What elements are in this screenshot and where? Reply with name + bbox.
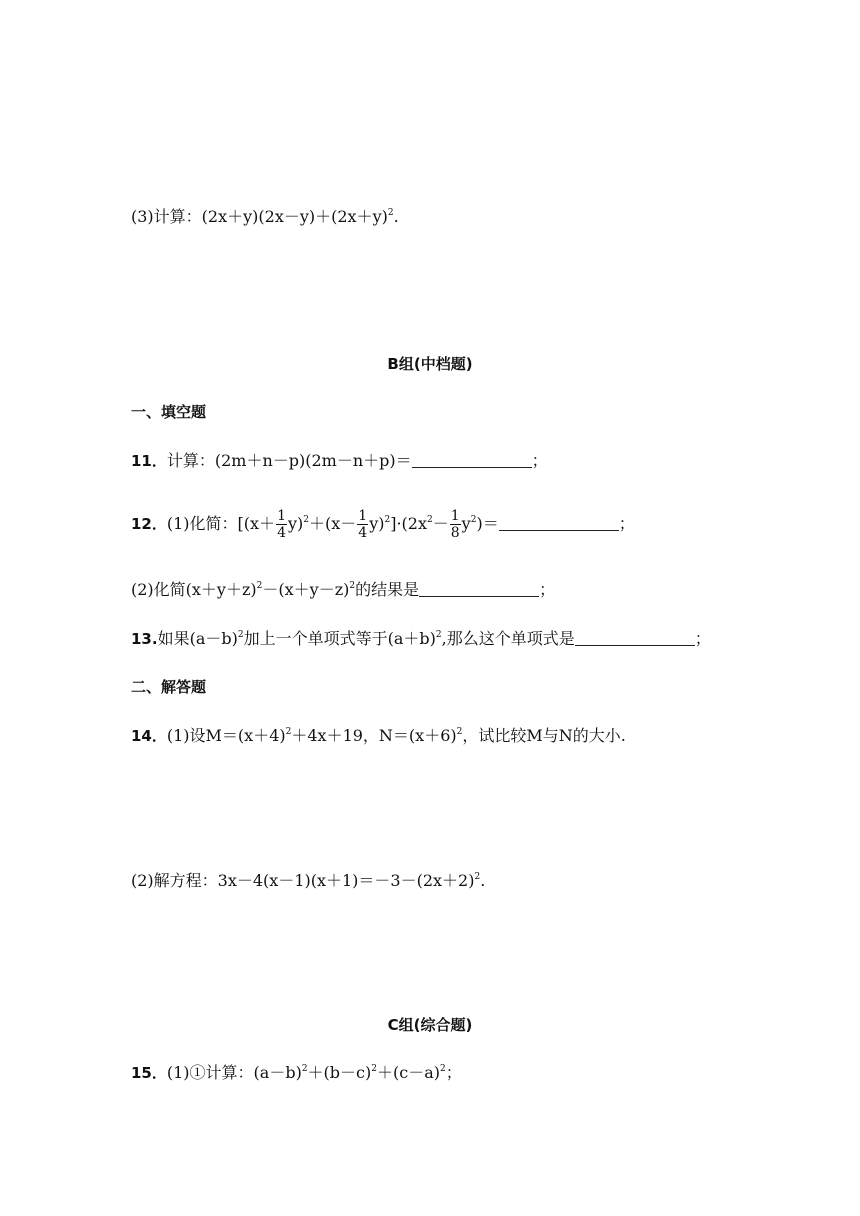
fraction-one-eighth — [450, 508, 461, 541]
question-number: 11． — [131, 452, 167, 470]
q12-seg: ＋(x－ — [309, 514, 357, 533]
answer-blank[interactable] — [575, 631, 695, 646]
question-number: 14． — [131, 727, 167, 745]
question-11 — [131, 451, 548, 471]
answer-blank[interactable] — [499, 516, 619, 531]
question-15 — [131, 1063, 462, 1083]
exponent: 2 — [427, 515, 433, 525]
q12-seg: － — [432, 514, 449, 533]
group-c-heading: C组(综合题) — [387, 1016, 473, 1034]
q15-end: ； — [445, 1063, 462, 1082]
q12-seg: y) — [369, 514, 385, 533]
q12-seg: y) — [287, 514, 304, 533]
q12-seg: y — [461, 514, 471, 533]
fraction-denominator: 8 — [450, 525, 460, 541]
answer-blank[interactable] — [412, 453, 532, 468]
question-14-part-1 — [131, 726, 626, 746]
question-number: 13. — [131, 630, 158, 648]
q14-part2-text: (2)解方程：3x－4(x－1)(x＋1)＝－3－(2x＋2) — [131, 871, 475, 890]
q14-part1-seg: ，试比较M与N的大小. — [462, 726, 626, 745]
q13-end: ； — [694, 629, 711, 648]
group-b-heading: B组(中档题) — [387, 355, 473, 373]
q14-part1-seg: (1)设M＝(x＋4) — [166, 726, 286, 745]
q11-end: ； — [531, 451, 548, 470]
question-3-calc — [131, 207, 399, 227]
q14-part2-end: . — [480, 871, 486, 890]
q13-seg: 如果(a－b) — [157, 629, 238, 648]
exponent: 2 — [470, 515, 477, 525]
q3-end: . — [393, 207, 399, 226]
q13-seg: 加上一个单项式等于(a＋b) — [243, 629, 436, 648]
exponent: 2 — [371, 1064, 377, 1074]
fraction-one-quarter — [276, 508, 287, 541]
exponent: 2 — [237, 630, 244, 640]
fraction-denominator: 4 — [277, 525, 286, 541]
question-number: 15． — [131, 1064, 167, 1082]
q15-seg: (1)①计算：(a－b) — [166, 1063, 302, 1082]
question-12-part-2 — [131, 580, 555, 600]
q12-part1-text: (1)化简：[(x＋ — [166, 514, 276, 533]
q12-part2-seg: －(x＋y－z) — [262, 580, 350, 599]
q15-seg: ＋(c－a) — [376, 1063, 440, 1082]
fraction-numerator: 1 — [358, 508, 368, 524]
exponent: 2 — [256, 581, 263, 591]
q15-seg: ＋(b－c) — [307, 1063, 372, 1082]
question-14-part-2 — [131, 871, 485, 891]
exponent: 2 — [349, 581, 356, 591]
q12-seg: )＝ — [476, 514, 499, 533]
fraction-numerator: 1 — [277, 508, 286, 524]
question-number: 12． — [131, 515, 167, 533]
q13-seg: ,那么这个单项式是 — [441, 629, 575, 648]
section-fill-in-heading: 一、填空题 — [131, 403, 207, 421]
exponent: 2 — [301, 1064, 308, 1074]
q12-part2-end: ； — [539, 580, 556, 599]
question-12-part-1 — [131, 508, 635, 541]
q12-part2-seg: (2)化简(x＋y＋z) — [131, 580, 257, 599]
q12-part2-seg: 的结果是 — [355, 580, 420, 599]
q12-seg: ]·(2x — [390, 514, 427, 533]
exponent: 2 — [474, 872, 481, 882]
fraction-one-quarter — [357, 508, 368, 541]
exponent: 2 — [303, 515, 309, 525]
q3-label: (3)计算： — [131, 207, 202, 226]
q3-expression: (2x＋y)(2x－y)＋(2x＋y) — [201, 207, 388, 226]
exponent: 2 — [384, 515, 391, 525]
question-13 — [131, 629, 711, 649]
section-answer-heading: 二、解答题 — [131, 678, 207, 696]
answer-blank[interactable] — [419, 582, 539, 597]
q11-text: 计算：(2m＋n－p)(2m－n＋p)＝ — [166, 451, 412, 470]
exponent: 2 — [285, 727, 292, 737]
q12-end: ； — [618, 514, 635, 533]
exponent: 2 — [456, 727, 463, 737]
fraction-numerator: 1 — [450, 508, 460, 524]
exponent: 2 — [435, 630, 442, 640]
exponent: 2 — [439, 1064, 446, 1074]
q14-part1-seg: ＋4x＋19，N＝(x＋6) — [291, 726, 457, 745]
fraction-denominator: 4 — [358, 525, 368, 541]
q3-exponent: 2 — [387, 208, 394, 218]
